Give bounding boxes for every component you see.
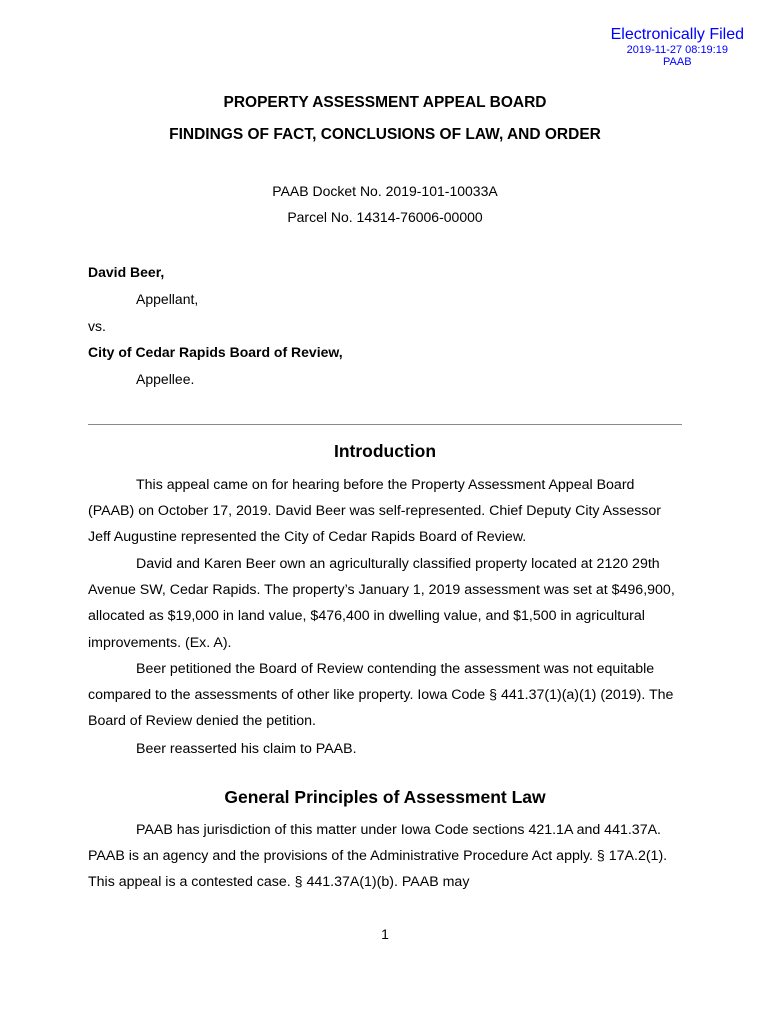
parcel-number: Parcel No. 14314-76006-00000 — [287, 209, 483, 225]
board-title: PROPERTY ASSESSMENT APPEAL BOARD — [223, 94, 547, 111]
page-number: 1 — [381, 926, 389, 942]
intro-paragraph: Beer petitioned the Board of Review contending the assessment was not equitable compared to the assessments of other like property. Iowa Code § 441.37(1)(a)(1) (2019). The Board of Review denied the petition. — [88, 661, 674, 730]
appellee-role: Appellee. — [136, 371, 195, 387]
electronic-filing-stamp — [611, 26, 744, 68]
docket-number: PAAB Docket No. 2019-101-10033A — [272, 183, 498, 199]
principles-heading: General Principles of Assessment Law — [224, 787, 546, 807]
appellant-role: Appellant, — [136, 291, 199, 307]
appellant-name: David Beer, — [88, 264, 165, 280]
appellee-name: City of Cedar Rapids Board of Review, — [88, 344, 343, 360]
section-divider — [88, 424, 682, 425]
document-subtitle: FINDINGS OF FACT, CONCLUSIONS OF LAW, AND ORDER — [169, 126, 601, 143]
stamp-timestamp: 2019-11-27 08:19:19 — [626, 43, 728, 56]
introduction-heading: Introduction — [333, 441, 437, 461]
versus-label: vs. — [88, 318, 106, 334]
intro-paragraph: This appeal came on for hearing before the Property Assessment Appeal Board (PAAB) on October 17, 2019. David Beer was self-represented. Chief Deputy City Assessor Jeff Augustine represented the City of Cedar Rapids Board of Review. — [88, 477, 662, 546]
intro-paragraph: Beer reasserted his claim to PAAB. — [136, 741, 357, 757]
intro-paragraph: David and Karen Beer own an agriculturally classified property located at 2120 29th Avenue SW, Cedar Rapids. The property’s January 1, 2019 assessment was set at $496,900, allocated as $19,000 in land value, $476,400 in dwelling value, and $1,500 in agricultural improvements. (Ex. A). — [88, 556, 675, 651]
stamp-agency: PAAB — [663, 55, 692, 68]
stamp-title: Electronically Filed — [610, 26, 744, 43]
principles-paragraph: PAAB has jurisdiction of this matter under Iowa Code sections 421.1A and 441.37A. PAAB is an agency and the provisions of the Administrative Procedure Act apply. § 17A.2(1). This appeal is a contested case. § 441.37A(1)(b). PAAB may — [88, 822, 668, 891]
